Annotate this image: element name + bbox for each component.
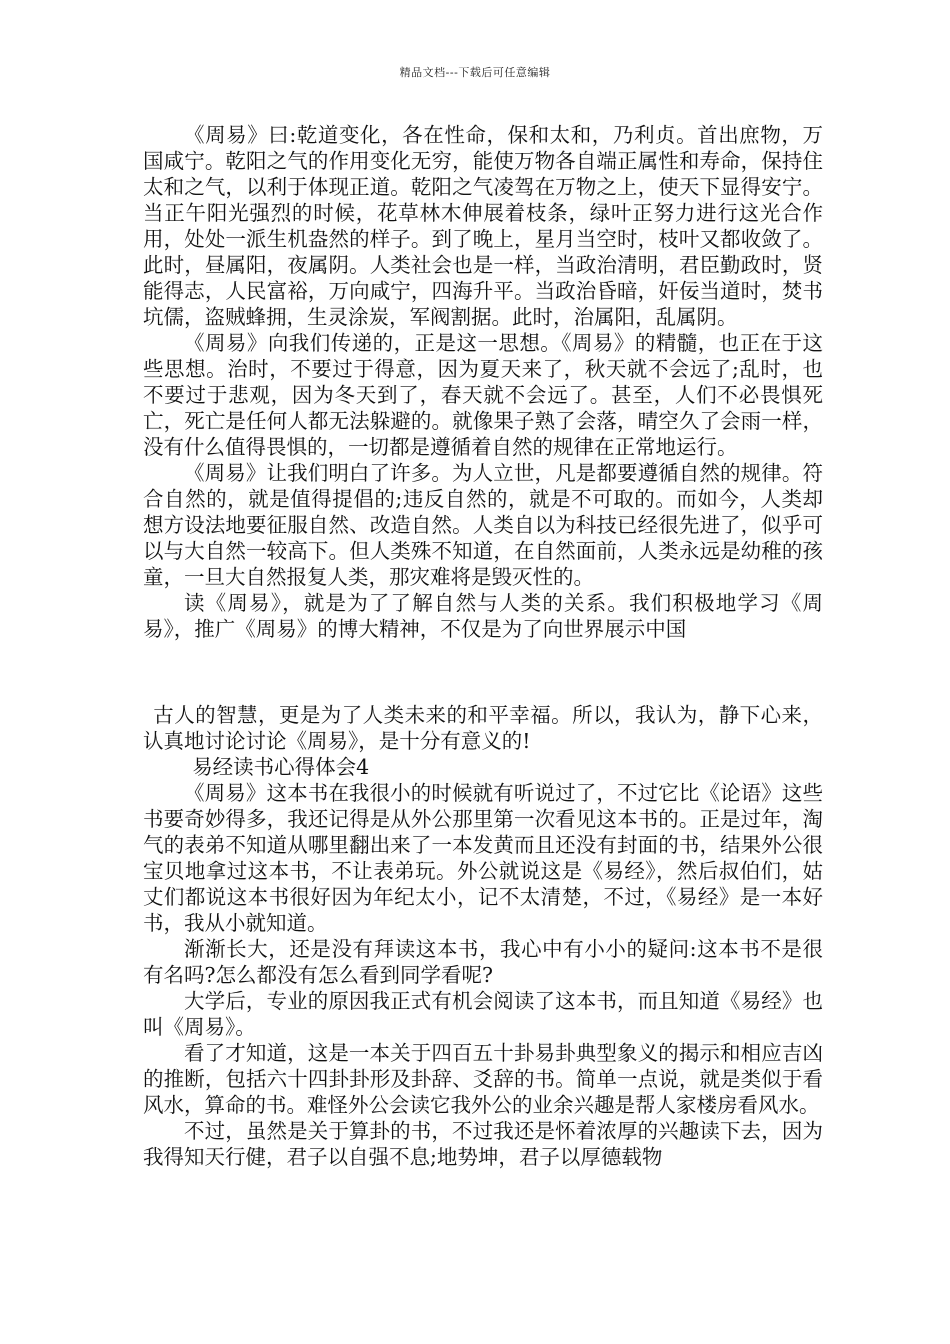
paragraph: 《周易》让我们明白了许多。为人立世，凡是都要遵循自然的规律。符合自然的，就是值得提倡的;违反自然的，就是不可取的。而如今，人类却想方设法地要征服自然、改造自然。人类自以为科技已经很先进了，似乎可以与大自然一较高下。但人类殊不知道，在自然面前，人类永远是幼稚的孩童，一旦大自然报复人类，那灾难将是毁灭性的。 [143,461,823,589]
paragraph: 《周易》向我们传递的，正是这一思想。《周易》的精髓，也正在于这些思想。治时，不要过于得意，因为夏天来了，秋天就不会远了;乱时，也不要过于悲观，因为冬天到了，春天就不会远了。甚至，人们不必畏惧死亡，死亡是任何人都无法躲避的。就像果子熟了会落，晴空久了会雨一样，没有什么值得畏惧的，一切都是遵循着自然的规律在正常地运行。 [143,331,823,459]
paragraph: 《周易》这本书在我很小的时候就有听说过了，不过它比《论语》这些书要奇妙得多，我还记得是从外公那里第一次看见这本书的。正是过年，淘气的表弟不知道从哪里翻出来了一本发黄而且还没有封面的书，结果外公很宝贝地拿过这本书，不让表弟玩。外公就说这是《易经》，然后叔伯们，姑丈们都说这本书很好因为年纪太小，记不太清楚，不过，《易经》是一本好书，我从小就知道。 [143,781,823,935]
paragraph: 读《周易》，就是为了了解自然与人类的关系。我们积极地学习《周易》，推广《周易》的博大精神，不仅是为了向世界展示中国 [143,591,823,641]
paragraph: 大学后，专业的原因我正式有机会阅读了这本书，而且知道《易经》也叫《周易》。 [143,989,823,1039]
paragraph: 看了才知道，这是一本关于四百五十卦易卦典型象义的揭示和相应吉凶的推断，包括六十四卦卦形及卦辞、爻辞的书。简单一点说，就是类似于看风水，算命的书。难怪外公会读它我外公的业余兴趣是帮人家楼房看风水。 [143,1041,823,1117]
paragraph-continuation: 古人的智慧，更是为了人类未来的和平幸福。所以，我认为，静下心来，认真地讨论讨论《周易》，是十分有意义的! [143,703,823,753]
document-body [143,122,823,1170]
paragraph: 不过，虽然是关于算卦的书，不过我还是怀着浓厚的兴趣读下去，因为我得知天行健，君子以自强不息;地势坤，君子以厚德载物 [143,1119,823,1169]
section-title: 易经读书心得体会4 [192,755,370,779]
page-gap [143,642,823,702]
paragraph: 《周易》曰:乾道变化，各在性命，保和太和，乃利贞。首出庶物，万国咸宁。乾阳之气的作用变化无穷，能使万物各自端正属性和寿命，保持住太和之气，以利于体现正道。乾阳之气凌驾在万物之上，使天下显得安宁。当正午阳光强烈的时候，花草林木伸展着枝条，绿叶正努力进行这光合作用，处处一派生机盎然的样子。到了晚上，星月当空时，枝叶又都收敛了。此时，昼属阳，夜属阴。人类社会也是一样，当政治清明，君臣勤政时，贤能得志，人民富裕，万向咸宁，四海升平。当政治昏暗，奸佞当道时，焚书坑儒，盗贼蜂拥，生灵涂炭，军阀割据。此时，治属阳，乱属阴。 [143,123,823,329]
paragraph: 渐渐长大，还是没有拜读这本书，我心中有小小的疑问:这本书不是很有名吗?怎么都没有怎么看到同学看呢? [143,937,823,987]
page-header: 精品文档---下载后可任意编辑 [399,66,551,79]
